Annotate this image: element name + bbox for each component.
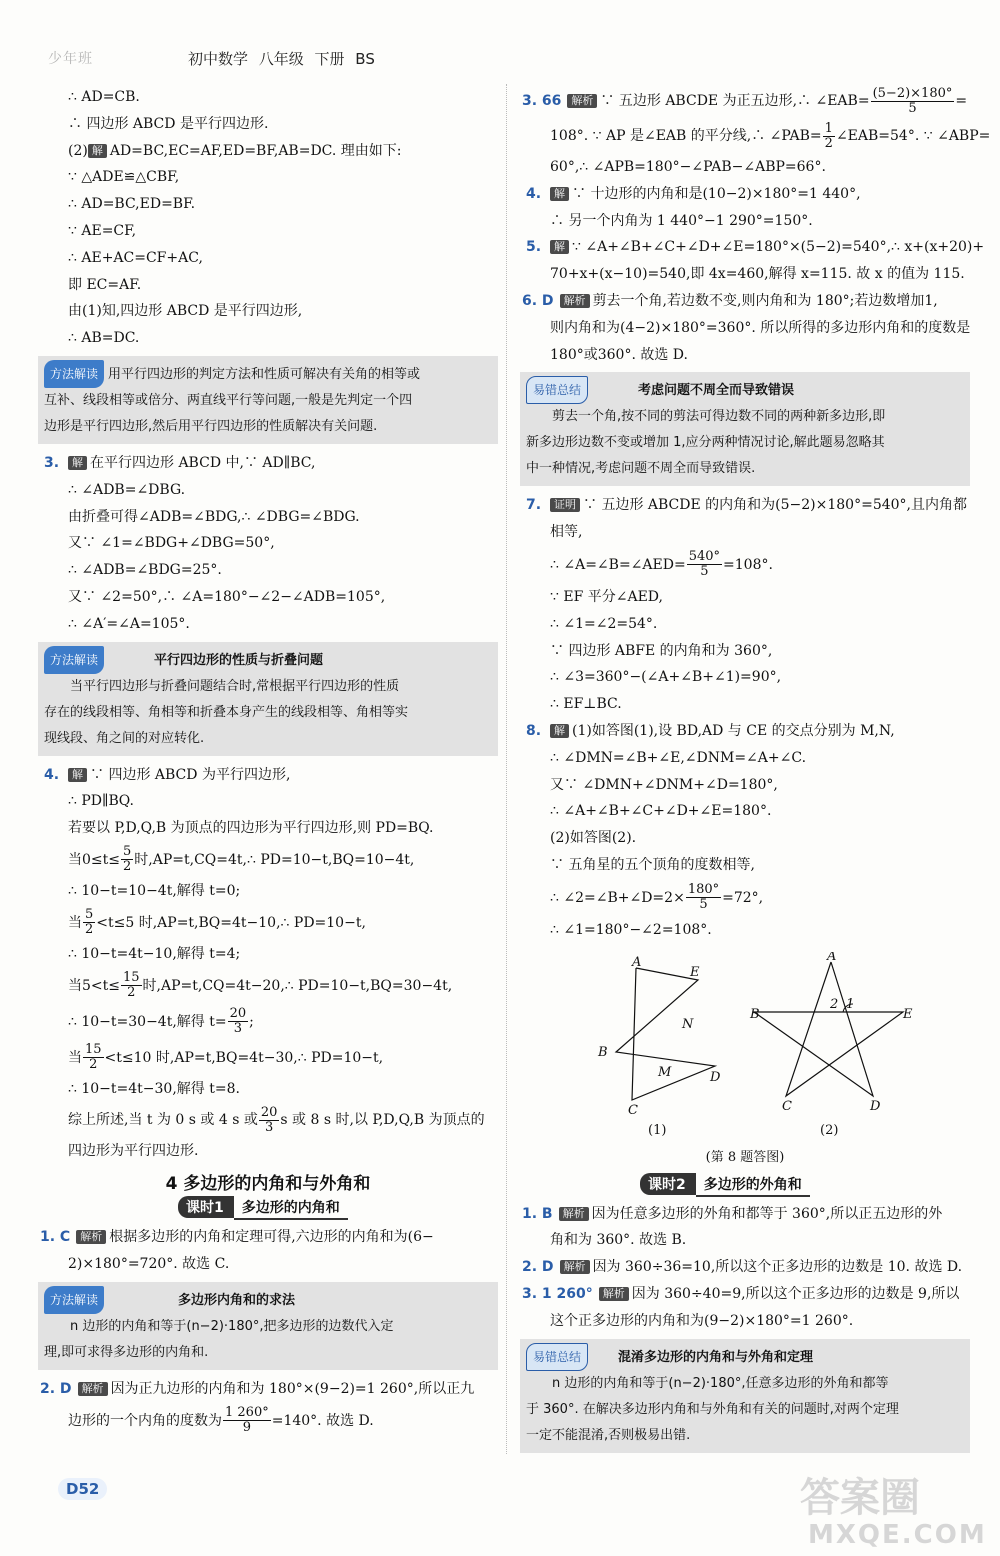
denominator: 3	[265, 1119, 274, 1135]
box-title: 多边形内角和的求法	[178, 1292, 296, 1308]
fig2-label-D: D	[870, 1098, 881, 1114]
section-title: 4 多边形的内角和与外角和	[165, 1174, 371, 1195]
fig2-label-E: E	[903, 1006, 913, 1022]
text-span: 根据多边形的内角和定理可得,六边形的内角和为(6−	[109, 1229, 434, 1246]
text-line: 即 EC=AF.	[68, 276, 142, 293]
fig1-label-C: C	[628, 1102, 638, 1118]
text-line: 又∵ ∠1=∠BDG+∠DBG=50°,	[68, 535, 275, 552]
box-line	[526, 376, 964, 404]
text-line: ∴ ∠DMN=∠B+∠E,∠DNM=∠A+∠C.	[550, 749, 807, 766]
figure2-star	[754, 962, 903, 1096]
text-span: =	[955, 93, 968, 109]
text-line	[38, 842, 498, 878]
text-span: AD=BC,EC=AF,ED=BF,AB=DC. 理由如下:	[109, 142, 402, 159]
denominator: 5	[908, 100, 917, 116]
solution-tag: 解	[88, 144, 107, 158]
box-line	[44, 1286, 492, 1314]
text-line: 180°或360°. 故选 D.	[550, 346, 688, 363]
fraction	[259, 1106, 280, 1135]
denominator: 5	[699, 897, 708, 913]
fig2-caption: (2)	[820, 1122, 839, 1138]
text-span: <t≤10 时,AP=t,BQ=4t−30,∴ PD=10−t,	[104, 1049, 384, 1066]
box-line: 剪去一个角,按不同的剪法可得边数不同的两种新多边形,即	[552, 409, 886, 425]
analysis-tag: 解析	[560, 294, 590, 308]
text-line: 又∵ ∠DMN+∠DNM+∠D=180°,	[550, 776, 778, 793]
text-line: ∴ ∠3=360°−(∠A+∠B+∠1)=90°,	[550, 669, 782, 686]
denominator: 5	[700, 564, 709, 580]
text-line: ∴ AB=DC.	[68, 330, 140, 347]
star-diagrams	[520, 952, 970, 1142]
page-header	[0, 0, 1000, 78]
box-line: 于 360°. 在解决多边形内角和与外角和有关的问题时,对两个定理	[526, 1401, 899, 1417]
denominator: 2	[123, 859, 132, 875]
question-number: 4.	[526, 185, 542, 202]
lesson-tab: 课时2	[640, 1173, 696, 1195]
text-line: 由(1)知,四边形 ABCD 是平行四边形,	[68, 303, 303, 320]
box-title: 混淆多边形的内角和与外角和定理	[618, 1349, 814, 1365]
text-line	[38, 1102, 498, 1138]
question-number: 8.	[526, 722, 542, 739]
numerator: 5	[123, 844, 132, 860]
text-line: ∴ ∠1=180°−∠2=108°.	[550, 921, 712, 938]
error-badge: 易错总结	[526, 1343, 588, 1371]
question-line	[520, 492, 970, 519]
text-span: 108°. ∵ AP 是∠EAB 的平分线,∴ ∠PAB=	[550, 128, 822, 144]
box-line: 现线段、角之间的对应转化.	[44, 730, 205, 746]
denominator: 3	[233, 1021, 242, 1037]
solution-tag: 解	[550, 724, 569, 738]
question-number: 1. C	[40, 1229, 71, 1246]
solution-tag: 解	[550, 187, 569, 201]
denominator: 2	[824, 135, 833, 151]
numerator: 5	[85, 907, 94, 923]
text-line: ∵ △ADE≌△CBF,	[68, 169, 180, 186]
question-line	[520, 288, 970, 315]
fig2-label-1: 1	[846, 996, 855, 1012]
box-line: 存在的线段相等、角相等和折叠本身产生的线段相等、角相等实	[44, 704, 409, 720]
question-line	[520, 234, 985, 261]
watermark-logo: 答案圈	[800, 1475, 920, 1521]
text-span: <t≤5 时,AP=t,BQ=4t−10,∴ PD=10−t,	[96, 914, 366, 931]
method-box	[38, 1282, 498, 1370]
fig1-label-B: B	[598, 1044, 608, 1060]
question-line	[520, 84, 970, 118]
fig2-label-C: C	[782, 1098, 792, 1114]
text-line: ∴ ∠1=∠2=54°.	[550, 615, 658, 632]
fraction	[83, 908, 95, 937]
solution-tag: 解	[550, 240, 569, 254]
analysis-tag: 解析	[560, 1260, 590, 1274]
denominator: 2	[127, 985, 136, 1001]
text-span: (1)如答图(1),设 BD,AD 与 CE 的交点分别为 M,N,	[572, 722, 895, 739]
text-line: (2)如答图(2).	[550, 830, 637, 847]
text-line: ∴ 10−t=10−4t,解得 t=0;	[68, 882, 241, 899]
text-span: 在平行四边形 ABCD 中,∵ AD∥BC,	[90, 454, 316, 471]
text-line	[38, 1004, 498, 1040]
denominator: 2	[85, 922, 94, 938]
text-line: 这个正多边形的内角和为(9−2)×180°=1 260°.	[550, 1312, 854, 1329]
figure-caption: (第 8 题答图)	[705, 1149, 785, 1165]
method-badge: 方法解读	[44, 1286, 104, 1314]
box-line: 边形是平行四边形,然后用平行四边形的性质解决有关问题.	[44, 418, 378, 434]
text-span: 当5<t≤	[68, 977, 120, 994]
question-number: 3.	[44, 454, 60, 471]
header-title: 初中数学 八年级 下册 BS	[188, 50, 375, 68]
page-number: D52	[58, 1478, 107, 1500]
text-line: ∵ 五角星的五个顶角的度数相等,	[550, 856, 755, 873]
box-line: 新多边形边数不变或增加 1,应分两种情况讨论,解此题易忽略其	[526, 435, 885, 451]
text-line: 由折叠可得∠ADB=∠BDG,∴ ∠DBG=∠BDG.	[68, 508, 360, 525]
right-column	[520, 84, 991, 1459]
text-span: =108°.	[723, 556, 773, 573]
question-number: 6. D	[522, 292, 554, 309]
numerator: 15	[85, 1042, 102, 1058]
fig1-label-A: A	[632, 954, 642, 970]
text-span: 用平行四边形的判定方法和性质可解决有关角的相等或	[108, 366, 421, 382]
fig1-label-N: N	[682, 1016, 694, 1032]
question-number: 7.	[526, 497, 542, 514]
text-span: ∵ ∠A+∠B+∠C+∠D+∠E=180°×(5−2)=540°,∴ x+(x+20)+	[572, 239, 985, 256]
question-number: 2. D	[522, 1259, 554, 1276]
text-span: ∠EAB=54°. ∵ ∠ABP=	[835, 128, 991, 144]
numerator: 20	[260, 1104, 278, 1120]
box-line: 一定不能混淆,否则极易出错.	[526, 1427, 691, 1443]
text-line: ∴ PD∥BQ.	[68, 793, 134, 810]
text-line: ∴ ∠A+∠B+∠C+∠D+∠E=180°.	[550, 803, 772, 820]
text-span: ∴ ∠A=∠B=∠AED=	[550, 556, 686, 573]
question-line	[38, 1224, 498, 1251]
text-span: 综上所述,当 t 为 0 s 或 4 s 或	[68, 1112, 258, 1129]
text-line: 2)×180°=720°. 故选 C.	[68, 1255, 230, 1272]
question-line	[520, 718, 970, 745]
analysis-tag: 解析	[76, 1230, 106, 1244]
text-line: 若要以 P,D,Q,B 为顶点的四边形为平行四边形,则 PD=BQ.	[68, 820, 434, 837]
text-span: ∵ 五边形 ABCDE 为正五边形,∴ ∠EAB=	[600, 93, 870, 109]
fig1-label-M: M	[658, 1064, 672, 1080]
box-title: 平行四边形的性质与折叠问题	[154, 652, 324, 668]
fig1-caption: (1)	[648, 1122, 667, 1138]
text-line: ∴ 10−t=4t−10,解得 t=4;	[68, 945, 241, 962]
lesson-label: 多边形的外角和	[696, 1173, 810, 1197]
text-line: ∴ ∠ADB=∠BDG=25°.	[68, 562, 222, 579]
box-line	[526, 1343, 964, 1371]
analysis-tag: 解析	[559, 1207, 589, 1221]
text-line	[520, 879, 970, 917]
denominator: 9	[242, 1420, 251, 1436]
fraction	[228, 1007, 249, 1036]
method-box	[38, 642, 498, 756]
method-badge: 方法解读	[44, 646, 104, 674]
column-divider	[506, 84, 507, 1454]
analysis-tag: 解析	[78, 1382, 108, 1396]
numerator: (5−2)×180°	[872, 85, 953, 101]
text-span: 当0≤t≤	[68, 851, 120, 868]
text-line: 70+x+(x−10)=540,即 4x=460,解得 x=115. 故 x 的值为 115.	[550, 266, 965, 283]
text-span: =72°,	[722, 889, 764, 906]
answer-figure	[520, 952, 970, 1165]
question-number: 3. 1 260°	[522, 1285, 593, 1302]
text-line	[38, 1040, 498, 1076]
proof-tag: 证明	[550, 498, 580, 512]
text-span: 边形的一个内角的度数为	[68, 1412, 222, 1429]
fig2-label-B: B	[750, 1006, 760, 1022]
fraction	[686, 883, 721, 912]
error-box	[520, 1339, 970, 1453]
text-span: ∴ 10−t=30−4t,解得 t=	[68, 1013, 227, 1030]
text-line: ∴ ∠ADB=∠DBG.	[68, 481, 186, 498]
analysis-tag: 解析	[599, 1287, 629, 1301]
text-span: 时,AP=t,CQ=4t−20,∴ PD=10−t,BQ=30−4t,	[142, 977, 453, 994]
fig2-label-2: 2	[830, 996, 839, 1012]
text-span: s 或 8 s 时,以 P,D,Q,B 为顶点的	[280, 1112, 485, 1129]
question-number: 3. 66	[522, 93, 562, 109]
text-line: ∵ AE=CF,	[68, 222, 137, 239]
text-line: ∵ 四边形 ABFE 的内角和为 360°,	[550, 642, 773, 659]
question-line	[520, 1201, 970, 1228]
question-line	[520, 1254, 970, 1281]
box-line: 中一种情况,考虑问题不周全而导致错误.	[526, 461, 756, 477]
box-line: 互补、线段相等或倍分、两直线平行等问题,一般是先判定一个四	[44, 392, 413, 408]
text-line: 角和为 360°. 故选 B.	[550, 1232, 687, 1249]
text-line: ∴ 四边形 ABCD 是平行四边形.	[68, 115, 269, 132]
text-line: 则内角和为(4−2)×180°=360°. 所以所得的多边形内角和的度数是	[550, 319, 971, 336]
method-badge: 方法解读	[44, 360, 104, 388]
text-line: ∴ AD=BC,ED=BF.	[68, 196, 196, 213]
left-column	[38, 84, 498, 1439]
fraction	[871, 87, 955, 116]
fraction	[223, 1406, 271, 1435]
question-number: 4.	[44, 766, 60, 783]
fig2-label-A: A	[827, 951, 837, 964]
question-line	[38, 450, 498, 477]
text-span: 时,AP=t,CQ=4t,∴ PD=10−t,BQ=10−4t,	[134, 851, 415, 868]
text-span: ∵ 五边形 ABCDE 的内角和为(5−2)×180°=540°,且内角都	[583, 497, 967, 514]
text-span: 当	[68, 1049, 82, 1066]
text-span: ∵ 十边形的内角和是(10−2)×180°=1 440°,	[572, 185, 861, 202]
box-line: n 边形的内角和等于(n−2)·180°,任意多边形的外角和都等	[552, 1375, 889, 1391]
text-span: ∵ 四边形 ABCD 为平行四边形,	[90, 766, 291, 783]
text-span: ∴ ∠2=∠B+∠D=2×	[550, 889, 685, 906]
solution-tag: 解	[68, 768, 87, 782]
fraction	[121, 845, 133, 874]
fraction	[687, 550, 722, 579]
text-span: 因为 360÷40=9,所以这个正多边形的边数是 9,所以	[631, 1285, 960, 1302]
text-line: ∴ EF⊥BC.	[550, 696, 622, 713]
watermark-url: MXQE.COM	[808, 1520, 987, 1550]
numerator: 1 260°	[225, 1405, 269, 1421]
text-line: ∵ EF 平分∠AED,	[550, 588, 663, 605]
text-line: ∴ 10−t=4t−30,解得 t=8.	[68, 1080, 240, 1097]
solution-tag: 解	[68, 456, 87, 470]
text-line: ∴ AE+AC=CF+AC,	[68, 249, 203, 266]
text-line	[38, 968, 498, 1004]
fig1-label-E: E	[690, 964, 700, 980]
text-line: ∴ ∠A′=∠A=105°.	[68, 615, 190, 632]
box-line: 理,即可求得多边形的内角和.	[44, 1344, 209, 1360]
numerator: 1	[824, 120, 833, 136]
numerator: 20	[229, 1006, 247, 1022]
brand-logo: 少年班	[48, 51, 93, 67]
text-line: 60°,∴ ∠APB=180°−∠PAB−∠ABP=66°.	[550, 159, 826, 175]
text-span: =140°. 故选 D.	[271, 1412, 374, 1429]
box-title: 考虑问题不周全而导致错误	[638, 383, 795, 399]
box-line: 当平行四边形与折叠问题结合时,常根据平行四边形的性质	[70, 678, 400, 694]
figure1-star	[616, 968, 715, 1100]
text-line	[38, 1403, 498, 1439]
text-line: ∴ AD=CB.	[68, 89, 140, 105]
numerator: 15	[123, 970, 140, 986]
error-box	[520, 372, 970, 486]
denominator: 2	[89, 1057, 98, 1073]
text-span: 剪去一个角,若边数不变,则内角和为 180°;若边数增加1,	[592, 292, 938, 309]
fraction	[121, 971, 142, 1000]
text-span: ;	[249, 1013, 254, 1030]
part-label: (2)	[68, 142, 88, 159]
question-number: 2. D	[40, 1380, 72, 1397]
lesson-label: 多边形的内角和	[234, 1196, 348, 1220]
fig1-label-D: D	[710, 1069, 721, 1085]
fraction	[83, 1043, 104, 1072]
lesson-tab: 课时1	[178, 1196, 234, 1218]
question-line	[38, 762, 498, 789]
question-line	[38, 1376, 498, 1403]
question-number: 1. B	[522, 1205, 553, 1222]
lesson-heading	[178, 1196, 498, 1220]
box-line	[44, 646, 492, 674]
numerator: 180°	[687, 882, 720, 898]
text-span: 当	[68, 914, 82, 931]
text-line	[38, 905, 498, 941]
box-line: n 边形的内角和等于(n−2)·180°,把多边形的边数代入定	[70, 1318, 394, 1334]
fraction	[823, 122, 835, 151]
lesson-heading	[640, 1173, 970, 1197]
question-line	[520, 181, 970, 208]
text-line	[38, 138, 498, 165]
text-line: 四边形为平行四边形.	[68, 1143, 199, 1160]
text-line: 又∵ ∠2=50°,∴ ∠A=180°−∠2−∠ADB=105°,	[68, 588, 386, 605]
text-line	[520, 118, 991, 154]
question-number: 5.	[526, 239, 542, 256]
question-line	[520, 1281, 970, 1308]
text-span: 因为正九边形的内角和为 180°×(9−2)=1 260°,所以正九	[110, 1380, 475, 1397]
text-span: 因为 360÷36=10,所以这个正多边形的边数是 10. 故选 D.	[592, 1259, 963, 1276]
analysis-tag: 解析	[567, 94, 597, 108]
method-box	[38, 356, 498, 444]
text-span: 因为任意多边形的外角和都等于 360°,所以正五边形的外	[591, 1205, 943, 1222]
numerator: 540°	[688, 549, 721, 565]
box-line	[44, 360, 492, 388]
text-line	[520, 546, 970, 584]
text-line: ∴ 另一个内角为 1 440°−1 290°=150°.	[550, 212, 813, 229]
error-badge: 易错总结	[526, 376, 588, 404]
text-line: 相等,	[550, 524, 583, 541]
